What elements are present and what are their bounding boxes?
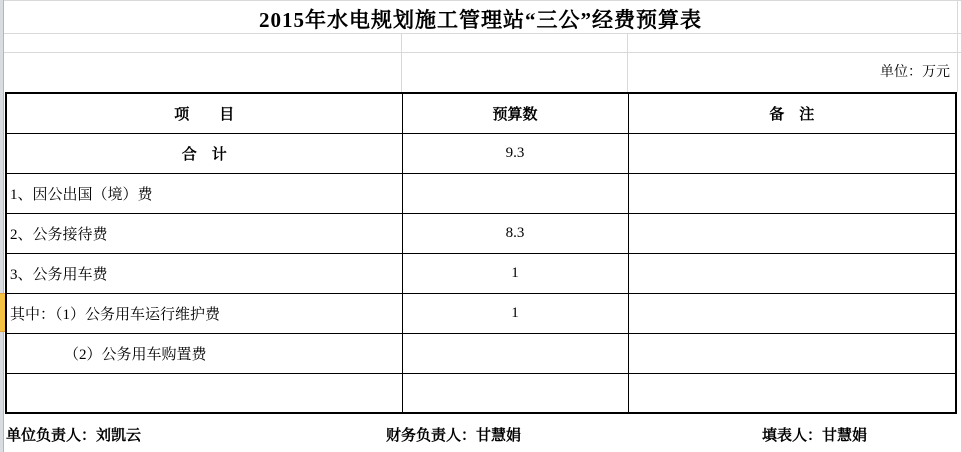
signature-row [0, 424, 961, 448]
row-header-strip [0, 0, 4, 452]
header-budget[interactable]: 预算数 [402, 93, 628, 133]
cell-vehicle-note[interactable] [628, 253, 956, 293]
table-row-reception-fee [6, 213, 956, 253]
cell-reception-note[interactable] [628, 213, 956, 253]
header-item[interactable]: 项 目 [6, 93, 402, 133]
cell-total-note[interactable] [628, 133, 956, 173]
table-row-vehicle-purchase [6, 333, 956, 373]
cell-maintenance-budget[interactable]: 1 [402, 293, 628, 333]
cell-abroad-item[interactable]: 1、因公出国（境）费 [6, 173, 402, 213]
cell-vehicle-item[interactable]: 3、公务用车费 [6, 253, 402, 293]
gridline [627, 33, 628, 92]
cell-purchase-note[interactable] [628, 333, 956, 373]
table-header-row [6, 93, 956, 133]
cell-abroad-budget[interactable] [402, 173, 628, 213]
gridline [0, 0, 961, 1]
gridline [0, 52, 961, 53]
preparer-label: 填表人：甘慧娟 [762, 428, 868, 444]
cell-total-budget[interactable]: 9.3 [402, 133, 628, 173]
cell-abroad-note[interactable] [628, 173, 956, 213]
cell-purchase-budget[interactable] [402, 333, 628, 373]
cell-empty-budget[interactable] [402, 373, 628, 413]
budget-table [5, 92, 957, 414]
cell-empty-note[interactable] [628, 373, 956, 413]
header-note[interactable]: 备 注 [628, 93, 956, 133]
table-row-abroad-fee [6, 173, 956, 213]
unit-label: 单位：万元 [880, 65, 950, 80]
table-row-empty [6, 373, 956, 413]
cell-reception-item[interactable]: 2、公务接待费 [6, 213, 402, 253]
table-row-total [6, 133, 956, 173]
cell-reception-budget[interactable]: 8.3 [402, 213, 628, 253]
page-title: 2015年水电规划施工管理站“三公”经费预算表 [259, 8, 702, 32]
cell-purchase-item[interactable]: （2）公务用车购置费 [6, 333, 402, 373]
gridline [401, 33, 402, 92]
table-row-vehicle-maintenance [6, 293, 956, 333]
unit-head-label: 单位负责人：刘凯云 [6, 428, 142, 444]
finance-head-label: 财务负责人：甘慧娟 [386, 428, 522, 444]
table-row-vehicle-fee [6, 253, 956, 293]
cell-maintenance-item[interactable]: 其中：（1）公务用车运行维护费 [6, 293, 402, 333]
cell-empty-item[interactable] [6, 373, 402, 413]
cell-maintenance-note[interactable] [628, 293, 956, 333]
cell-total-item[interactable]: 合 计 [6, 133, 402, 173]
cell-vehicle-budget[interactable]: 1 [402, 253, 628, 293]
